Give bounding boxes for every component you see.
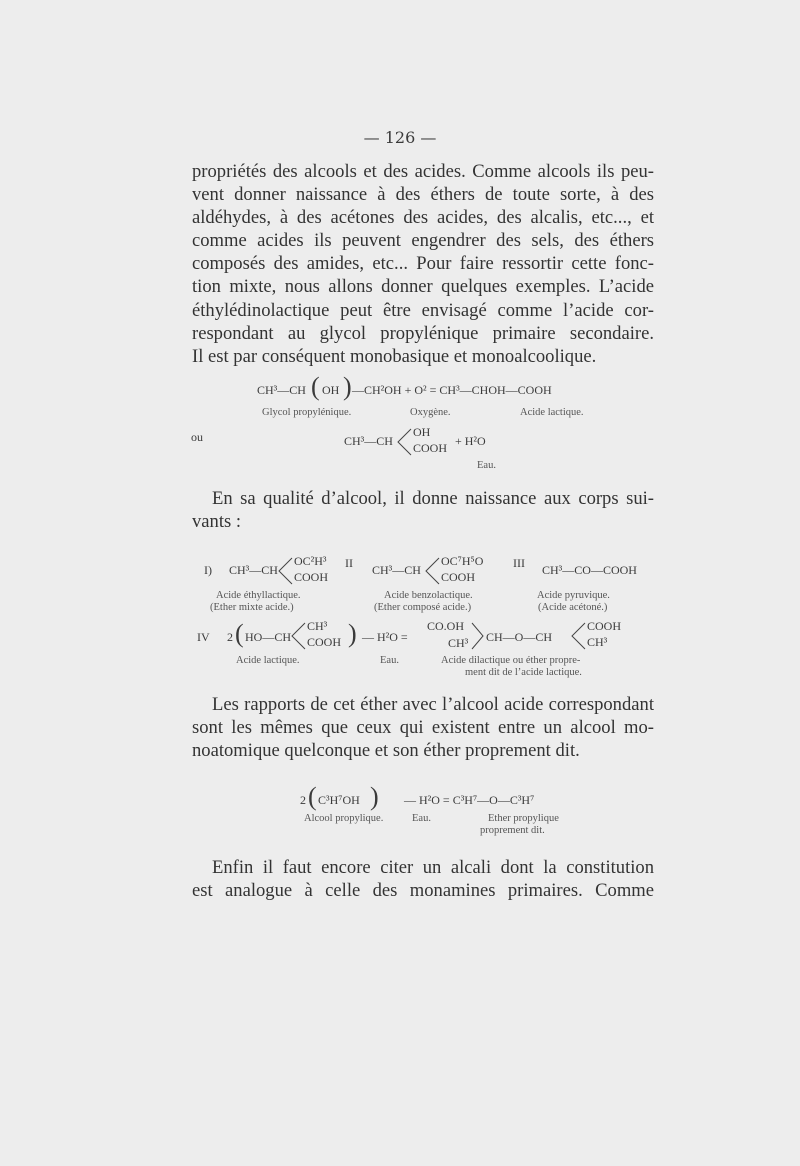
formula-number: IV: [197, 630, 210, 644]
formula-text: + H²O: [455, 434, 486, 448]
caption: ment dit de l’acide lactique.: [465, 667, 582, 678]
formula-text: —CH²OH + O² = CH³—CHOH—COOH: [352, 383, 552, 397]
formula-number: II: [345, 556, 353, 570]
text-line: éthylédinolactique peut être envisagé comme l’acide cor-: [192, 299, 654, 321]
formula-text: CH³: [587, 635, 608, 649]
formula-text: ou: [191, 430, 203, 444]
formula-text: OC⁷H⁵O: [441, 554, 484, 568]
bracket: (: [308, 782, 317, 811]
formula-text: CH³—CH: [344, 434, 393, 448]
paragraph-derivatives: [192, 487, 654, 533]
paragraph-ether-relation: [192, 693, 654, 762]
formula-text: COOH: [307, 635, 342, 649]
caption: Acide lactique.: [236, 655, 300, 666]
formula-text: CH³—CH: [257, 383, 306, 397]
page-number: — 126 —: [363, 128, 437, 147]
formula-text: CH³—CO—COOH: [542, 563, 637, 577]
formula-text: CH³—CH: [229, 563, 278, 577]
formula-text: 2: [300, 793, 306, 807]
caption: (Acide acétoné.): [538, 602, 608, 613]
formula-text: COOH: [441, 570, 476, 584]
formula-text: OH: [322, 383, 340, 397]
branch-bracket: [471, 621, 485, 651]
text-line: Les rapports de cet éther avec l’alcool acide correspondant: [212, 694, 654, 715]
text-line: comme acides ils peuvent engendrer des sels, des éthers: [192, 230, 654, 252]
branch-bracket: [290, 621, 306, 651]
caption: Acide dilactique ou éther propre-: [441, 655, 581, 666]
bracket: ): [343, 372, 352, 401]
caption: (Ether composé acide.): [374, 602, 472, 613]
caption: Ether propylique: [488, 813, 559, 824]
formula-text: CO.OH: [427, 619, 465, 633]
branch-bracket: [396, 427, 412, 457]
text-line: Enfin il faut encore citer un alcali dont la constitution: [212, 857, 654, 878]
text-line: En sa qualité d’alcool, il donne naissance aux corps sui-: [212, 488, 654, 509]
text-line: vent donner naissance à des éthers de toute sorte, à des: [192, 184, 654, 206]
text-line: sont les mêmes que ceux qui existent entre un alcool mo-: [192, 717, 654, 739]
caption: Eau.: [412, 813, 431, 824]
text-line: aldéhydes, à des acétones des acides, des alcalis, etc..., et: [192, 207, 654, 229]
text-line: propriétés des alcools et des acides. Comme alcools ils peu-: [192, 161, 654, 182]
caption: Eau.: [477, 460, 496, 471]
formula-text: OC²H³: [294, 554, 327, 568]
caption: Acide lactique.: [520, 407, 584, 418]
formula-text: COOH: [587, 619, 622, 633]
paragraph-alkali: [192, 856, 654, 902]
formula-number: I): [204, 563, 212, 577]
caption: (Ether mixte acide.): [210, 602, 294, 613]
caption: Alcool propylique.: [304, 813, 384, 824]
formula-number: III: [513, 556, 525, 570]
caption: Acide pyruvique.: [537, 590, 610, 601]
caption: Acide éthyllactique.: [216, 590, 301, 601]
caption: Eau.: [380, 655, 399, 666]
bracket: (: [235, 619, 244, 648]
formula-text: — H²O = C³H⁷—O—C³H⁷: [404, 793, 535, 807]
branch-bracket: [570, 621, 586, 651]
formula-text: — H²O =: [362, 630, 408, 644]
branch-bracket: [424, 556, 440, 586]
text-line: est analogue à celle des monamines primaires. Comme: [192, 880, 654, 902]
bracket: ): [370, 782, 379, 811]
formula-text: CH³: [307, 619, 328, 633]
text-line: noatomique quelconque et son éther proprement dit.: [192, 740, 580, 762]
formula-text: COOH: [294, 570, 329, 584]
paragraph-intro: [192, 160, 654, 368]
formula-text: C³H⁷OH: [318, 793, 360, 807]
bracket: ): [348, 619, 357, 648]
formula-text: COOH: [413, 441, 448, 455]
formula-text: HO—CH: [245, 630, 292, 644]
bracket: (: [311, 372, 320, 401]
formula-text: 2: [227, 630, 233, 644]
branch-bracket: [277, 556, 293, 586]
formula-text: OH: [413, 425, 431, 439]
caption: Glycol propylénique.: [262, 407, 352, 418]
text-line: respondant au glycol propylénique primaire secondaire.: [192, 322, 654, 344]
formula-text: CH³—CH: [372, 563, 421, 577]
caption: Oxygène.: [410, 407, 451, 418]
caption: proprement dit.: [480, 825, 545, 836]
text-line: vants :: [192, 511, 242, 533]
caption: Acide benzolactique.: [384, 590, 473, 601]
text-line: composés des amides, etc... Pour faire ressortir cette fonc-: [192, 253, 654, 275]
formula-text: CH³: [448, 636, 469, 650]
formula-text: CH—O—CH: [486, 630, 553, 644]
text-line: Il est par conséquent monobasique et monoalcoolique.: [192, 345, 597, 367]
text-line: tion mixte, nous allons donner quelques exemples. L’acide: [192, 276, 654, 298]
